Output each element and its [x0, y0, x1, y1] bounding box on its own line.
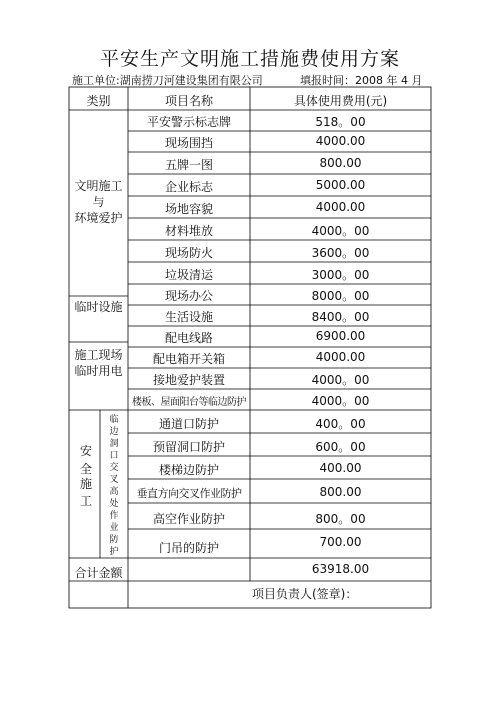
- item-name: 配电线路: [164, 331, 213, 345]
- category-safety-4: 工: [79, 494, 92, 508]
- item-cost: 3000。00: [311, 268, 370, 282]
- item-name: 门吊的防护: [158, 541, 219, 555]
- item-cost: 8000。00: [311, 289, 370, 303]
- item-cost: 5000.00: [315, 178, 366, 192]
- item-cost: 400。00: [315, 417, 366, 431]
- item-name: 现场防火: [164, 246, 213, 260]
- item-name: 生活设施: [164, 310, 213, 324]
- header-category: 类别: [86, 94, 111, 108]
- project-manager-signature-label: 项目负责人(签章)：: [252, 587, 358, 601]
- item-cost: 800.00: [319, 485, 362, 499]
- item-name: 接地爱护装置: [152, 373, 225, 387]
- item-name: 垃圾清运: [164, 268, 213, 282]
- header-cost: 具体使用费用(元): [293, 94, 388, 108]
- category-power-line1: 施工现场: [74, 348, 123, 362]
- item-name: 楼板、屋面阳台等临边防护: [132, 397, 246, 408]
- item-cost: 700.00: [319, 535, 362, 549]
- category-safety-1: 安: [79, 444, 92, 458]
- category-safety-2: 全: [79, 462, 92, 476]
- category-civil-line1: 文明施工: [74, 179, 123, 193]
- document-title: 平安生产文明施工措施费使用方案: [99, 48, 400, 70]
- item-cost: 400.00: [319, 461, 362, 475]
- item-cost: 6900.00: [315, 329, 366, 343]
- item-name: 垂直方向交叉作业防护: [136, 487, 242, 500]
- item-name: 楼梯边防护: [158, 463, 219, 477]
- item-cost: 518。00: [315, 115, 366, 129]
- item-cost: 3600。00: [311, 246, 370, 260]
- item-cost: 4000.00: [315, 134, 366, 148]
- item-name: 预留洞口防护: [152, 440, 225, 454]
- item-name: 企业标志: [164, 180, 213, 194]
- item-cost: 4000。00: [311, 394, 370, 408]
- category-sub-label: 临边洞口交叉高处作业防护: [109, 415, 119, 557]
- header-item: 项目名称: [164, 94, 213, 108]
- category-civil-line3: 环境爱护: [74, 211, 123, 225]
- item-cost: 4000.00: [315, 350, 366, 364]
- item-name: 通道口防护: [158, 417, 219, 431]
- category-power-line2: 临时用电: [74, 364, 123, 378]
- item-name: 现场围挡: [164, 136, 213, 150]
- item-cost: 4000.00: [315, 200, 366, 214]
- construction-unit: 施工单位:湖南捞刀河建设集团有限公司: [72, 74, 263, 87]
- item-name: 配电箱开关箱: [152, 352, 225, 366]
- total-cost: 63918.00: [311, 562, 370, 576]
- item-name: 平安警示标志牌: [146, 115, 231, 129]
- category-safety-3: 施: [79, 477, 92, 491]
- item-cost: 800.00: [319, 156, 362, 170]
- item-cost: 4000。00: [311, 224, 370, 238]
- category-temp: 临时设施: [74, 300, 123, 314]
- category-civil-line2: 与: [92, 195, 105, 209]
- item-name: 场地容貌: [164, 202, 213, 216]
- item-cost: 8400。00: [311, 310, 370, 324]
- item-cost: 800。00: [315, 512, 366, 526]
- item-name: 五牌一图: [164, 158, 213, 172]
- item-name: 高空作业防护: [152, 512, 225, 526]
- item-name: 现场办公: [164, 289, 213, 303]
- category-total: 合计金额: [74, 566, 123, 580]
- report-date: 填报时间：2008 年 4 月: [300, 74, 423, 87]
- item-cost: 600。00: [315, 440, 366, 454]
- item-name: 材料堆放: [164, 224, 213, 238]
- item-cost: 4000。00: [311, 373, 370, 387]
